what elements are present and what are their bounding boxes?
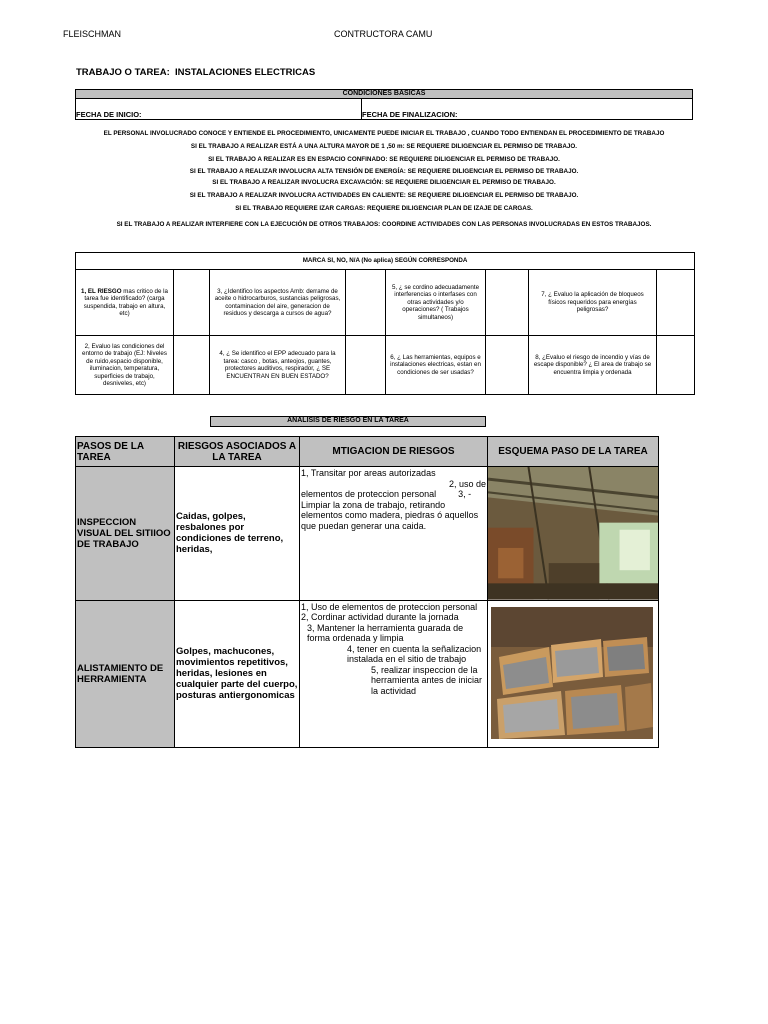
- rule-hot-work: SI EL TRABAJO A REALIZAR INVOLUCRA ACTIVIDADES EN CALIENTE: SE REQUIERE DILIGENCIAR EL PERMISO DE TRABAJO.: [189, 192, 579, 199]
- rule-high-voltage: SI EL TRABAJO A REALIZAR INVOLUCRA ALTA TENSIÓN DE ENERGÍA: SE REQUIERE DILIGENCIAR EL PERMISO DE TRABAJO.: [189, 168, 579, 175]
- answer-1-cell[interactable]: [174, 270, 210, 336]
- warehouse-photo-icon: [488, 467, 658, 600]
- question-2: 2, Evaluo las condiciones del entorno de trabajo (EJ: Niveles de ruido,espacio disponible, iluminacion, temperatura, superficies de trabajo, desniveles, etc): [76, 336, 174, 395]
- task-risk-1: Caidas, golpes, resbalones por condiciones de terreno, heridas,: [175, 467, 300, 601]
- rule-height: SI EL TRABAJO A REALIZAR ESTÁ A UNA ALTURA MAYOR DE 1 ,50 m: SE REQUIERE DILIGENCIAR EL PERMISO DE TRABAJO.: [190, 143, 578, 150]
- start-date-label: FECHA DE INICIO:: [76, 110, 142, 119]
- conditions-title: CONDICIONES BASICAS: [75, 89, 693, 99]
- task-image-1: [488, 467, 659, 601]
- header-center: CONTRUCTORA CAMU: [334, 29, 433, 39]
- task-image-2: [488, 600, 659, 747]
- task-mitigation-1: 1, Transitar por areas autorizadas 2, uso de elementos de proteccion personal 3, - Limpiar la zona de trabajo, retirando elementos como madera, piedras ó aquellos que puedan generar una caida.: [300, 467, 488, 601]
- rule-lifting: SI EL TRABAJO REQUIERE IZAR CARGAS: REQUIERE DILIGENCIAR PLAN DE IZAJE DE CARGAS.: [235, 205, 533, 212]
- task-value: INSTALACIONES ELECTRICAS: [175, 67, 316, 78]
- col-header-steps: PASOS DE LA TAREA: [76, 437, 175, 467]
- question-7: 7, ¿ Evaluo la aplicación de bloqueos físicos requeridos para energías peligrosas?: [529, 270, 657, 336]
- analysis-title: ANALISIS DE RIESGO EN LA TAREA: [210, 416, 486, 427]
- answer-5-cell[interactable]: [486, 270, 529, 336]
- end-date-label: FECHA DE FINALIZACION:: [362, 110, 458, 119]
- question-1: 1, EL RIESGO mas critico de la tarea fue identificado? (carga suspendida, trabajo en altura, etc): [76, 270, 174, 336]
- rule-excavation: SI EL TRABAJO A REALIZAR INVOLUCRA EXCAVACIÓN: SE REQUIERE DILIGENCIAR EL PERMISO DE TRABAJO.: [212, 179, 556, 186]
- answer-6-cell[interactable]: [486, 336, 529, 395]
- checklist-table: [75, 252, 695, 395]
- answer-8-cell[interactable]: [657, 336, 695, 395]
- task-label: TRABAJO O TAREA:: [76, 67, 170, 78]
- question-5: 5, ¿ se cordino adecuadamente interferencias o interfases con otras actividades y/o operaciones? ( Trabajos simultaneos): [386, 270, 486, 336]
- start-date-field[interactable]: [75, 99, 362, 120]
- tool-boxes-photo-icon: [491, 607, 653, 739]
- task-risk-2: Golpes, machucones, movimientos repetitivos, heridas, lesiones en cualquier parte del cuerpo, posturas antiergonomicas: [175, 600, 300, 747]
- end-date-field[interactable]: [361, 99, 693, 120]
- risk-analysis-table: [75, 436, 659, 748]
- rule-interference: SI EL TRABAJO A REALIZAR INTERFIERE CON LA EJECUCIÓN DE OTROS TRABAJOS: COORDINE ACTIVIDADES CON LAS PERSONAS INVOLUCRADAS EN ESTOS TRABAJOS.: [116, 221, 652, 228]
- task-mitigation-2: 1, Uso de elementos de proteccion personal 2, Cordinar actividad durante la jornada 3, Mantener la herramienta guarada de forma ordenada y limpia 4, tener en cuenta la señalizacion instalada en el sitio de trabajo 5, realizar inspeccion de la herramienta antes de iniciar la actividad: [300, 600, 488, 747]
- header-left: FLEISCHMAN: [63, 29, 122, 39]
- col-header-scheme: ESQUEMA PASO DE LA TAREA: [488, 437, 659, 467]
- question-3: 3, ¿Identifico los aspectos Amb: derrame de aceite o hidrocarburos, sustancias peligrosas, contaminacion del aire, generacion de residuos y descarga a cursos de agua?: [210, 270, 346, 336]
- rule-confined: SI EL TRABAJO A REALIZAR ES EN ESPACIO CONFINADO: SE REQUIERE DILIGENCIAR EL PERMISO DE TRABAJO.: [208, 156, 560, 163]
- answer-2-cell[interactable]: [174, 336, 210, 395]
- rule-procedure: EL PERSONAL INVOLUCRADO CONOCE Y ENTIENDE EL PROCEDIMIENTO, UNICAMENTE PUEDE INICIAR EL TRABAJO , CUANDO TODO ENTIENDAN EL PROCEDIMIENTO DE TRABAJO: [103, 130, 665, 137]
- task-step-2: ALISTAMIENTO DE HERRAMIENTA: [76, 600, 175, 747]
- question-8: 8, ¿Evaluo el riesgo de incendio y vías de escape disponible? ¿ El area de trabajo se encuentra limpia y ordenada: [529, 336, 657, 395]
- checklist-title: MARCA SI, NO, N/A (No aplica) SEGÚN CORRESPONDA: [76, 253, 695, 270]
- question-6: 6, ¿ Las herramientas, equipos e instalaciones electricas, estan en condiciones de ser usadas?: [386, 336, 486, 395]
- task-step-1: INSPECCION VISUAL DEL SITIIOO DE TRABAJO: [76, 467, 175, 601]
- question-4: 4, ¿ Se identifico el EPP adecuado para la tarea: casco , botas, anteojos, guantes, protectores auditivos, respirador, ¿ SE ENCUENTRAN EN BUEN ESTADO?: [210, 336, 346, 395]
- answer-4-cell[interactable]: [346, 336, 386, 395]
- col-header-mitigation: MTIGACION DE RIESGOS: [300, 437, 488, 467]
- answer-7-cell[interactable]: [657, 270, 695, 336]
- col-header-risks: RIESGOS ASOCIADOS A LA TAREA: [175, 437, 300, 467]
- answer-3-cell[interactable]: [346, 270, 386, 336]
